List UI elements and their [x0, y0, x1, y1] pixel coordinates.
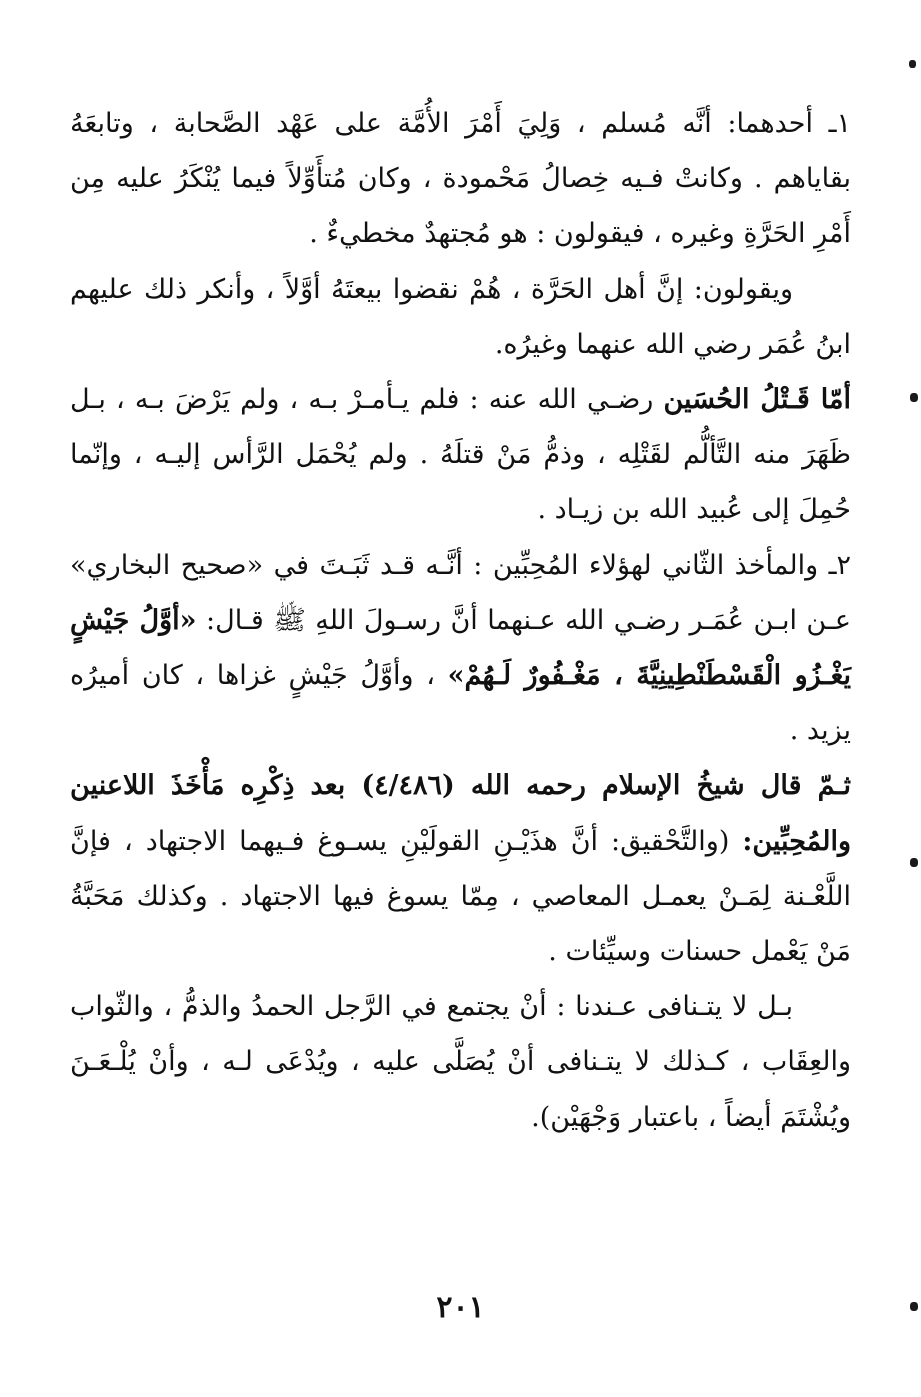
paragraph-text: ٢ـ والمأخذ الثّاني لهؤلاء المُحِبِّين : أنَّـه قـد ثَبَـتَ في «صحيح البخاري» عـن ابـن عُمَـر رضـي الله عـنهما أنَّ رسـولَ اللهِ ﷺ قـال:	[70, 549, 851, 636]
hadith-quote: «أوَّلُ جَيْشٍ يَغْـزُو الْقَسْطَنْطِينِيَّةَ ، مَغْـفُورٌ لَـهُمْ»	[70, 604, 851, 692]
paragraph-bold-lead: ثـمّ قال شيخُ الإسلام رحمه الله (٤/٤٨٦) بعد ذِكْرِه مَأْخَذَ اللاعنين والمُحِبِّين:	[70, 770, 852, 857]
paragraph-first-reason	[70, 96, 851, 262]
page-number: ٢٠١	[436, 1290, 485, 1325]
paragraph-text: ويقولون: إنَّ أهل الحَرَّة ، هُمْ نقضوا بيعتَهُ أوَّلاً ، وأنكر ذلك عليهم ابنُ عُمَر رضي الله عنهما وغيرُه.	[70, 273, 851, 360]
body-text	[70, 96, 851, 1145]
margin-dot	[909, 60, 916, 68]
paragraph-text: (والتَّحْقيق: أنَّ هذَيْـنِ القولَيْنِ يسـوغ فـيهما الاجتهاد ، فإنَّ اللَّعْـنة لِمَـنْ يعمـل المعاصي ، مِمّا يسوغ فيها الاجتهاد . وكذلك مَحَبَّةُ مَنْ يَعْمل حسنات وسيِّئات .	[70, 825, 851, 968]
paragraph-conclusion	[70, 979, 851, 1145]
paragraph-text-after: ، وأوَّلُ جَيْشٍ غزاها ، كان أميرُه يزيد .	[70, 660, 851, 747]
margin-dot	[910, 1302, 918, 1311]
paragraph-second-reason	[70, 538, 851, 759]
margin-dot	[910, 393, 918, 402]
margin-dot	[910, 858, 918, 867]
paragraph-text: بـل لا يتـنافى عـندنا : أنْ يجتمع في الرَّجل الحمدُ والذمُّ ، والثّواب والعِقَاب ، كـذلك لا يتـنافى أنْ يُصَلَّى عليه ، ويُدْعَى لـه ، وأنْ يُلْـعَـنَ ويُشْتَمَ أيضاً ، باعتبار وَجْهَيْن).	[70, 991, 851, 1133]
paragraph-text: رضـي الله عنه : فلم يـأمـرْ بـه ، ولم يَرْضَ بـه ، بـل ظَهَرَ منه التَّألُّم لقَتْلِه ، وذمُّ مَنْ قتلَهُ . ولم يُحْمَل الرَّأس إليـه ، وإنّما حُمِلَ إلى عُبيد الله بن زيـاد .	[70, 384, 851, 526]
paragraph-killing-husayn	[70, 372, 851, 538]
paragraph-shaykh-quote	[70, 758, 851, 979]
paragraph-text: ١ـ أحدهما: أنَّه مُسلم ، وَلِيَ أَمْرَ الأُمَّة على عَهْد الصَّحابة ، وتابعَهُ بقاياهم . وكانتْ فـيه خِصالُ مَحْمودة ، وكان مُتأَوِّلاً فيما يُنْكَرُ عليه مِن أَمْرِ الحَرَّةِ وغيره ، فيقولون : هو مُجتهدٌ مخطيءٌ .	[70, 108, 851, 250]
paragraph-harra-people	[70, 262, 851, 372]
paragraph-bold-lead: أمّا قَـتْلُ الحُسَين	[663, 384, 851, 416]
